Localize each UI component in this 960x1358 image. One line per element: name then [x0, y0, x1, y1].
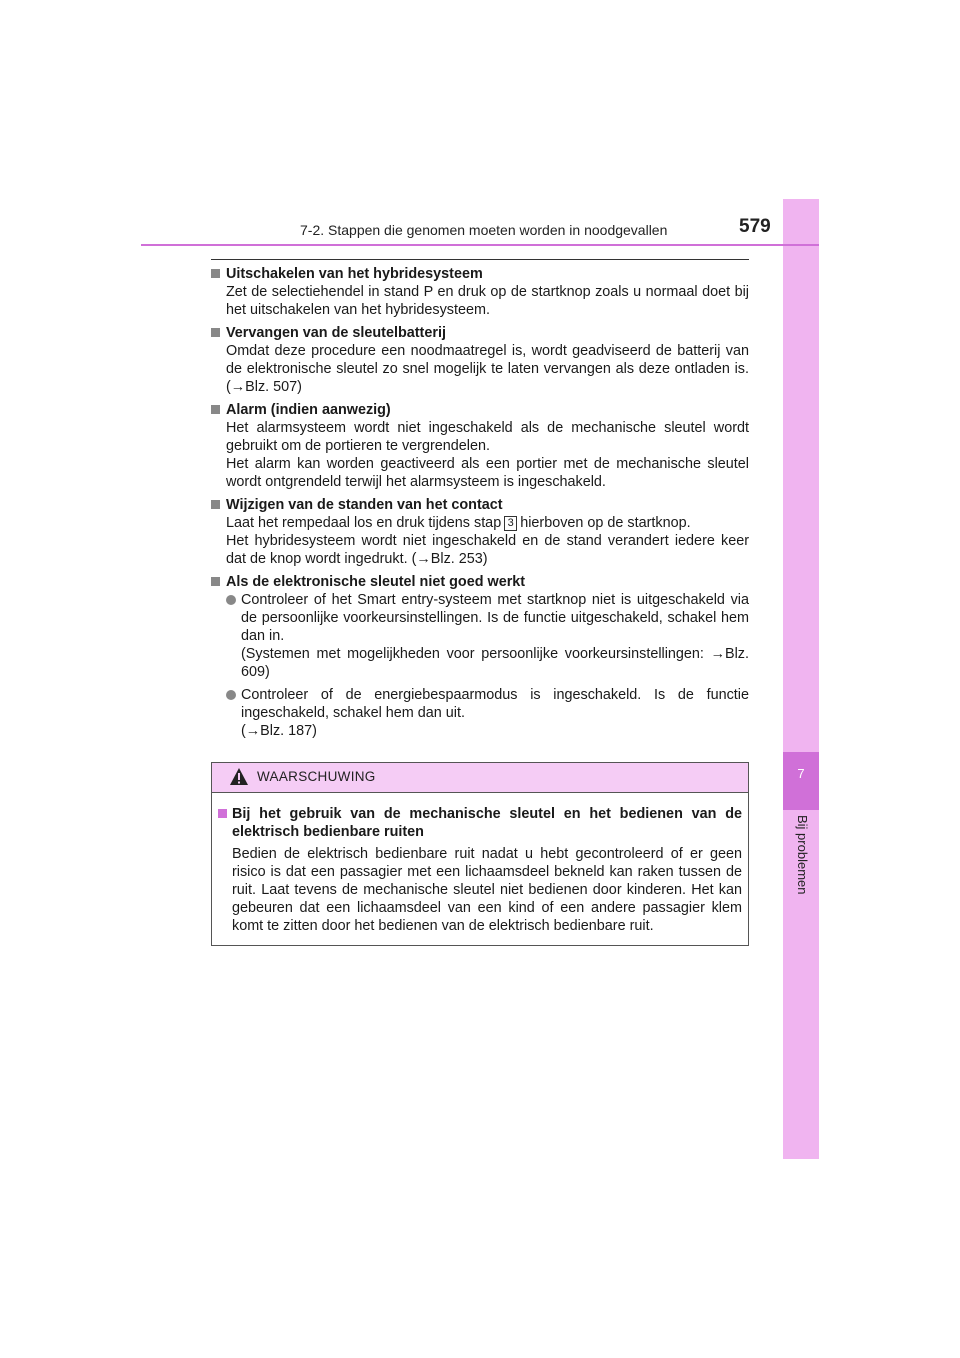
- square-bullet-icon: [218, 809, 227, 818]
- square-bullet-icon: [211, 405, 220, 414]
- chapter-number-tab: [783, 752, 819, 810]
- section-title: Uitschakelen van het hybridesysteem: [211, 265, 749, 283]
- page-header-title: 7-2. Stappen die genomen moeten worden in noodgevallen: [300, 222, 668, 238]
- chapter-number: 7: [797, 766, 805, 781]
- section-hybrid-shutdown: [211, 265, 749, 319]
- warning-title: Bij het gebruik van de mechanische sleutel en het bedienen van de elektrisch bedienbare ruiten: [218, 805, 742, 841]
- square-bullet-icon: [211, 328, 220, 337]
- section-paragraph: Laat het rempedaal los en druk tijdens stap 3 hierboven op de startknop.: [226, 515, 691, 531]
- warning-triangle-icon: [229, 767, 249, 787]
- chapter-label: Bij problemen: [795, 815, 810, 895]
- section-title: Alarm (indien aanwezig): [211, 401, 749, 419]
- square-bullet-icon: [211, 500, 220, 509]
- step-number-box: 3: [504, 516, 517, 531]
- section-paragraph: Het alarm kan worden geactiveerd als een portier met de mechanische sleutel wordt ontgrendeld terwijl het alarmsysteem is ingeschakeld.: [226, 456, 749, 490]
- warning-label: WAARSCHUWING: [257, 769, 376, 784]
- section-ignition-modes: [211, 496, 749, 568]
- section-paragraph: Het hybridesysteem wordt niet ingeschakeld en de stand verandert iedere keer dat de knop wordt ingedrukt. (→Blz. 253): [226, 533, 749, 567]
- list-item: Controleer of het Smart entry-systeem met startknop niet is uitgeschakeld via de persoonlijke voorkeursinstellingen. Is de functie uitgeschakeld, schakel hem dan in. (Systemen met mogelijkheden voor persoonlijke voorkeursinstellingen: →Blz. 609): [211, 591, 749, 681]
- warning-box: [211, 762, 749, 946]
- list-item: Controleer of de energiebespaarmodus is ingeschakeld. Is de functie ingeschakeld, schakel hem dan uit. (→Blz. 187): [211, 686, 749, 740]
- content-rule: [211, 259, 749, 260]
- warning-header: [212, 763, 748, 793]
- header-divider: [141, 244, 819, 246]
- square-bullet-icon: [211, 269, 220, 278]
- chapter-side-tab: [783, 199, 819, 1159]
- section-alarm: [211, 401, 749, 491]
- section-title: Vervangen van de sleutelbatterij: [211, 324, 749, 342]
- square-bullet-icon: [211, 577, 220, 586]
- section-title: Wijzigen van de standen van het contact: [211, 496, 749, 514]
- section-paragraph: Omdat deze procedure een noodmaatregel is, wordt geadviseerd de batterij van de elektronische sleutel zo snel mogelijk te laten vervangen als deze ontladen is. (→Blz. 507): [226, 343, 749, 395]
- section-key-battery: [211, 324, 749, 396]
- section-paragraph: Het alarmsysteem wordt niet ingeschakeld als de mechanische sleutel wordt gebruikt om de portieren te vergrendelen.: [226, 420, 749, 454]
- round-bullet-icon: [226, 595, 236, 605]
- warning-text: Bedien de elektrisch bedienbare ruit nadat u hebt gecontroleerd of er geen risico is dat een passagier met een lichaamsdeel bekneld kan raken tussen de ruit. Laat tevens de mechanische sleutel niet bedienen door kinderen. Het kan gebeuren dat een lichaamsdeel van een kind of een andere passagier klem komt te zitten door het bedienen van de elektrisch bedienbare ruit.: [232, 846, 742, 934]
- page-content: [211, 265, 749, 745]
- round-bullet-icon: [226, 690, 236, 700]
- section-paragraph: Zet de selectiehendel in stand P en druk op de startknop zoals u normaal doet bij het uitschakelen van het hybridesysteem.: [226, 284, 749, 318]
- page-number: 579: [739, 216, 771, 237]
- section-title: Als de elektronische sleutel niet goed werkt: [211, 573, 749, 591]
- section-key-malfunction: [211, 573, 749, 740]
